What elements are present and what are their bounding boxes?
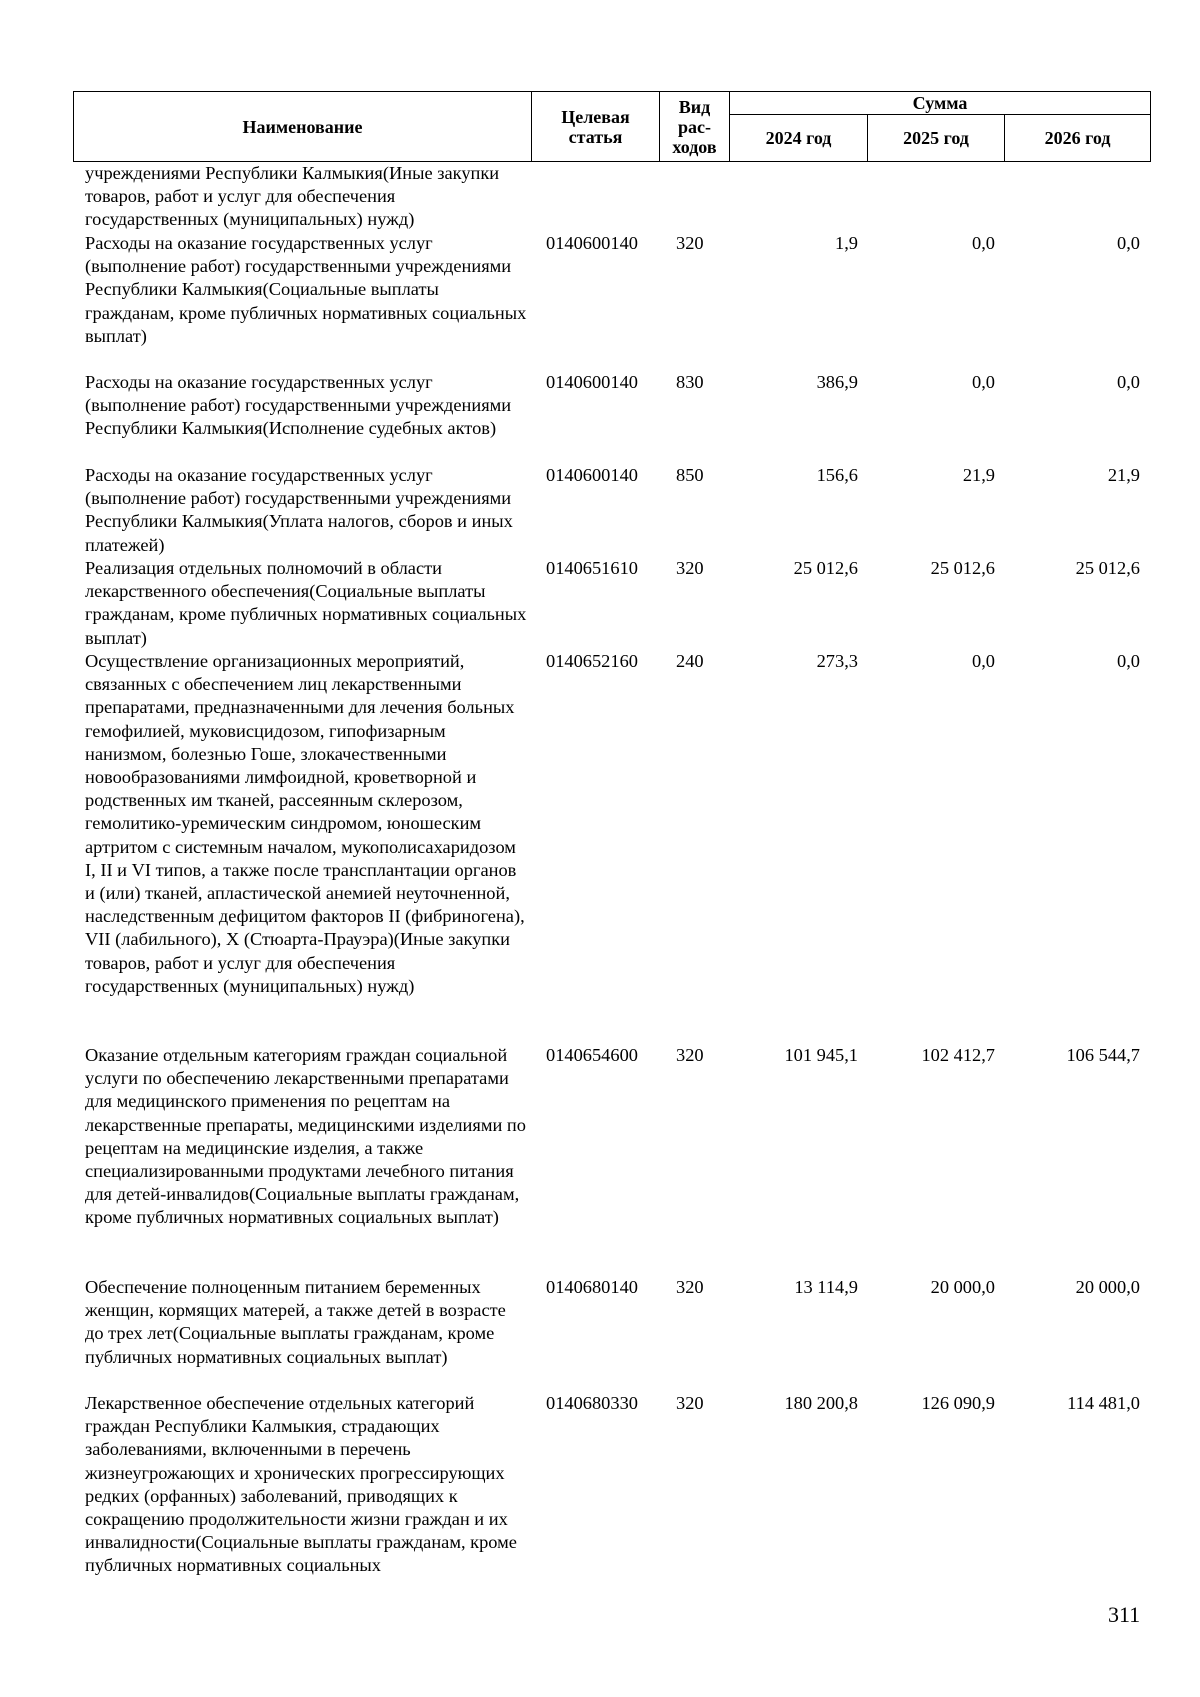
row-2026: 0,0	[1117, 233, 1140, 253]
row-kind: 320	[676, 1045, 704, 1065]
row-name: Осуществление организационных мероприятий, связанных с обеспечением лиц лекарственными препаратами, предназначенными для лечения больных гемофилией, муковисцидозом, гипофизарным нанизмом, болезнью Гоше, злокачественными новообразованиями лимфоидной, кроветворной и родственных им тканей, рассеянным склерозом, гемолитико-уремическим синдромом, юношеским артритом с системным началом, мукополисахаридозом I, II и VI типов, а также после трансплантации органов и (или) тканей, апластической анемией неуточненной, наследственным дефицитом факторов II (фибриногена), VII (лабильного), X (Стюарта-Прауэра)(Иные закупки товаров, работ и услуг для обеспечения государственных (муниципальных) нужд)	[85, 651, 525, 996]
row-kind: 320	[676, 1393, 704, 1413]
row-name: Реализация отдельных полномочий в области лекарственного обеспечения(Социальные выплаты гражданам, кроме публичных нормативных социальных выплат)	[85, 558, 527, 648]
row-2025: 0,0	[972, 233, 995, 253]
row-name: Расходы на оказание государственных услуг (выполнение работ) государственными учреждениями Республики Калмыкия(Социальные выплаты гражданам, кроме публичных нормативных социальных выплат)	[85, 233, 527, 346]
table-header	[73, 91, 1151, 162]
row-2024: 273,3	[816, 651, 858, 671]
row-2025: 0,0	[972, 372, 995, 392]
row-2025: 25 012,6	[930, 558, 995, 578]
row-name: Оказание отдельным категориям граждан социальной услуги по обеспечению лекарственными препаратами для медицинского применения по рецептам на лекарственные препараты, медицинскими изделиями по рецептам на медицинские изделия, а также специализированными продуктами лечебного питания для детей-инвалидов(Социальные выплаты гражданам, кроме публичных нормативных социальных выплат)	[85, 1045, 526, 1228]
row-name: Обеспечение полноценным питанием беременных женщин, кормящих матерей, а также детей в возрасте до трех лет(Социальные выплаты гражданам, кроме публичных нормативных социальных выплат)	[85, 1277, 506, 1367]
row-2024: 386,9	[816, 372, 858, 392]
header-target-article: Целевая статья	[532, 92, 660, 162]
row-2024: 1,9	[835, 233, 858, 253]
header-year-2025: 2025 год	[868, 115, 1005, 162]
row-2026: 106 544,7	[1066, 1045, 1140, 1065]
table-row	[73, 162, 1150, 232]
row-2025: 0,0	[972, 651, 995, 671]
row-2024: 180 200,8	[784, 1393, 858, 1413]
row-name: Расходы на оказание государственных услуг (выполнение работ) государственными учреждениями Республики Калмыкия(Уплата налогов, сборов и иных платежей)	[85, 465, 513, 555]
header-sum: Сумма	[730, 92, 1151, 115]
header-name: Наименование	[74, 92, 532, 162]
row-code: 0140654600	[546, 1045, 638, 1065]
table-row	[73, 650, 1150, 1044]
row-name: Расходы на оказание государственных услуг (выполнение работ) государственными учреждениями Республики Калмыкия(Исполнение судебных актов)	[85, 372, 512, 439]
row-2026: 114 481,0	[1067, 1393, 1140, 1413]
row-2024: 156,6	[816, 465, 858, 485]
table-row	[73, 464, 1150, 557]
row-code: 0140680140	[546, 1277, 638, 1297]
row-name: учреждениями Республики Калмыкия(Иные закупки товаров, работ и услуг для обеспечения государственных (муниципальных) нужд)	[85, 163, 500, 230]
row-kind: 830	[676, 372, 704, 392]
row-2026: 21,9	[1107, 465, 1140, 485]
row-code: 0140680330	[546, 1393, 638, 1413]
table-row	[73, 1276, 1150, 1392]
row-2026: 0,0	[1117, 651, 1140, 671]
table-row	[73, 232, 1150, 371]
table-body	[73, 162, 1150, 1578]
header-year-2026: 2026 год	[1005, 115, 1151, 162]
table-row	[73, 1044, 1150, 1276]
header-expense-kind: Вид рас-ходов	[660, 92, 730, 162]
budget-table-page	[73, 91, 1150, 1578]
row-kind: 320	[676, 558, 704, 578]
row-2024: 13 114,9	[794, 1277, 858, 1297]
table-row	[73, 1392, 1150, 1578]
row-code: 0140600140	[546, 233, 638, 253]
row-2025: 20 000,0	[930, 1277, 995, 1297]
row-code: 0140600140	[546, 465, 638, 485]
row-name: Лекарственное обеспечение отдельных категорий граждан Республики Калмыкия, страдающих заболеваниями, включенными в перечень жизнеугрожающих и хронических прогрессирующих редких (орфанных) заболеваний, приводящих к сокращению продолжительности жизни граждан и их инвалидности(Социальные выплаты гражданам, кроме публичных нормативных социальных	[85, 1393, 517, 1576]
page-number: 311	[1108, 1602, 1141, 1627]
row-2026: 20 000,0	[1075, 1277, 1140, 1297]
row-code: 0140652160	[546, 651, 638, 671]
table-row	[73, 557, 1150, 650]
row-kind: 320	[676, 1277, 704, 1297]
header-year-2024: 2024 год	[730, 115, 868, 162]
row-2024: 101 945,1	[784, 1045, 858, 1065]
row-code: 0140651610	[546, 558, 638, 578]
row-2025: 126 090,9	[921, 1393, 995, 1413]
row-kind: 850	[676, 465, 704, 485]
row-kind: 320	[676, 233, 704, 253]
row-2026: 0,0	[1117, 372, 1140, 392]
row-2025: 102 412,7	[921, 1045, 995, 1065]
table-row	[73, 371, 1150, 464]
row-kind: 240	[676, 651, 704, 671]
row-2026: 25 012,6	[1075, 558, 1140, 578]
row-2025: 21,9	[962, 465, 995, 485]
row-code: 0140600140	[546, 372, 638, 392]
row-2024: 25 012,6	[793, 558, 858, 578]
